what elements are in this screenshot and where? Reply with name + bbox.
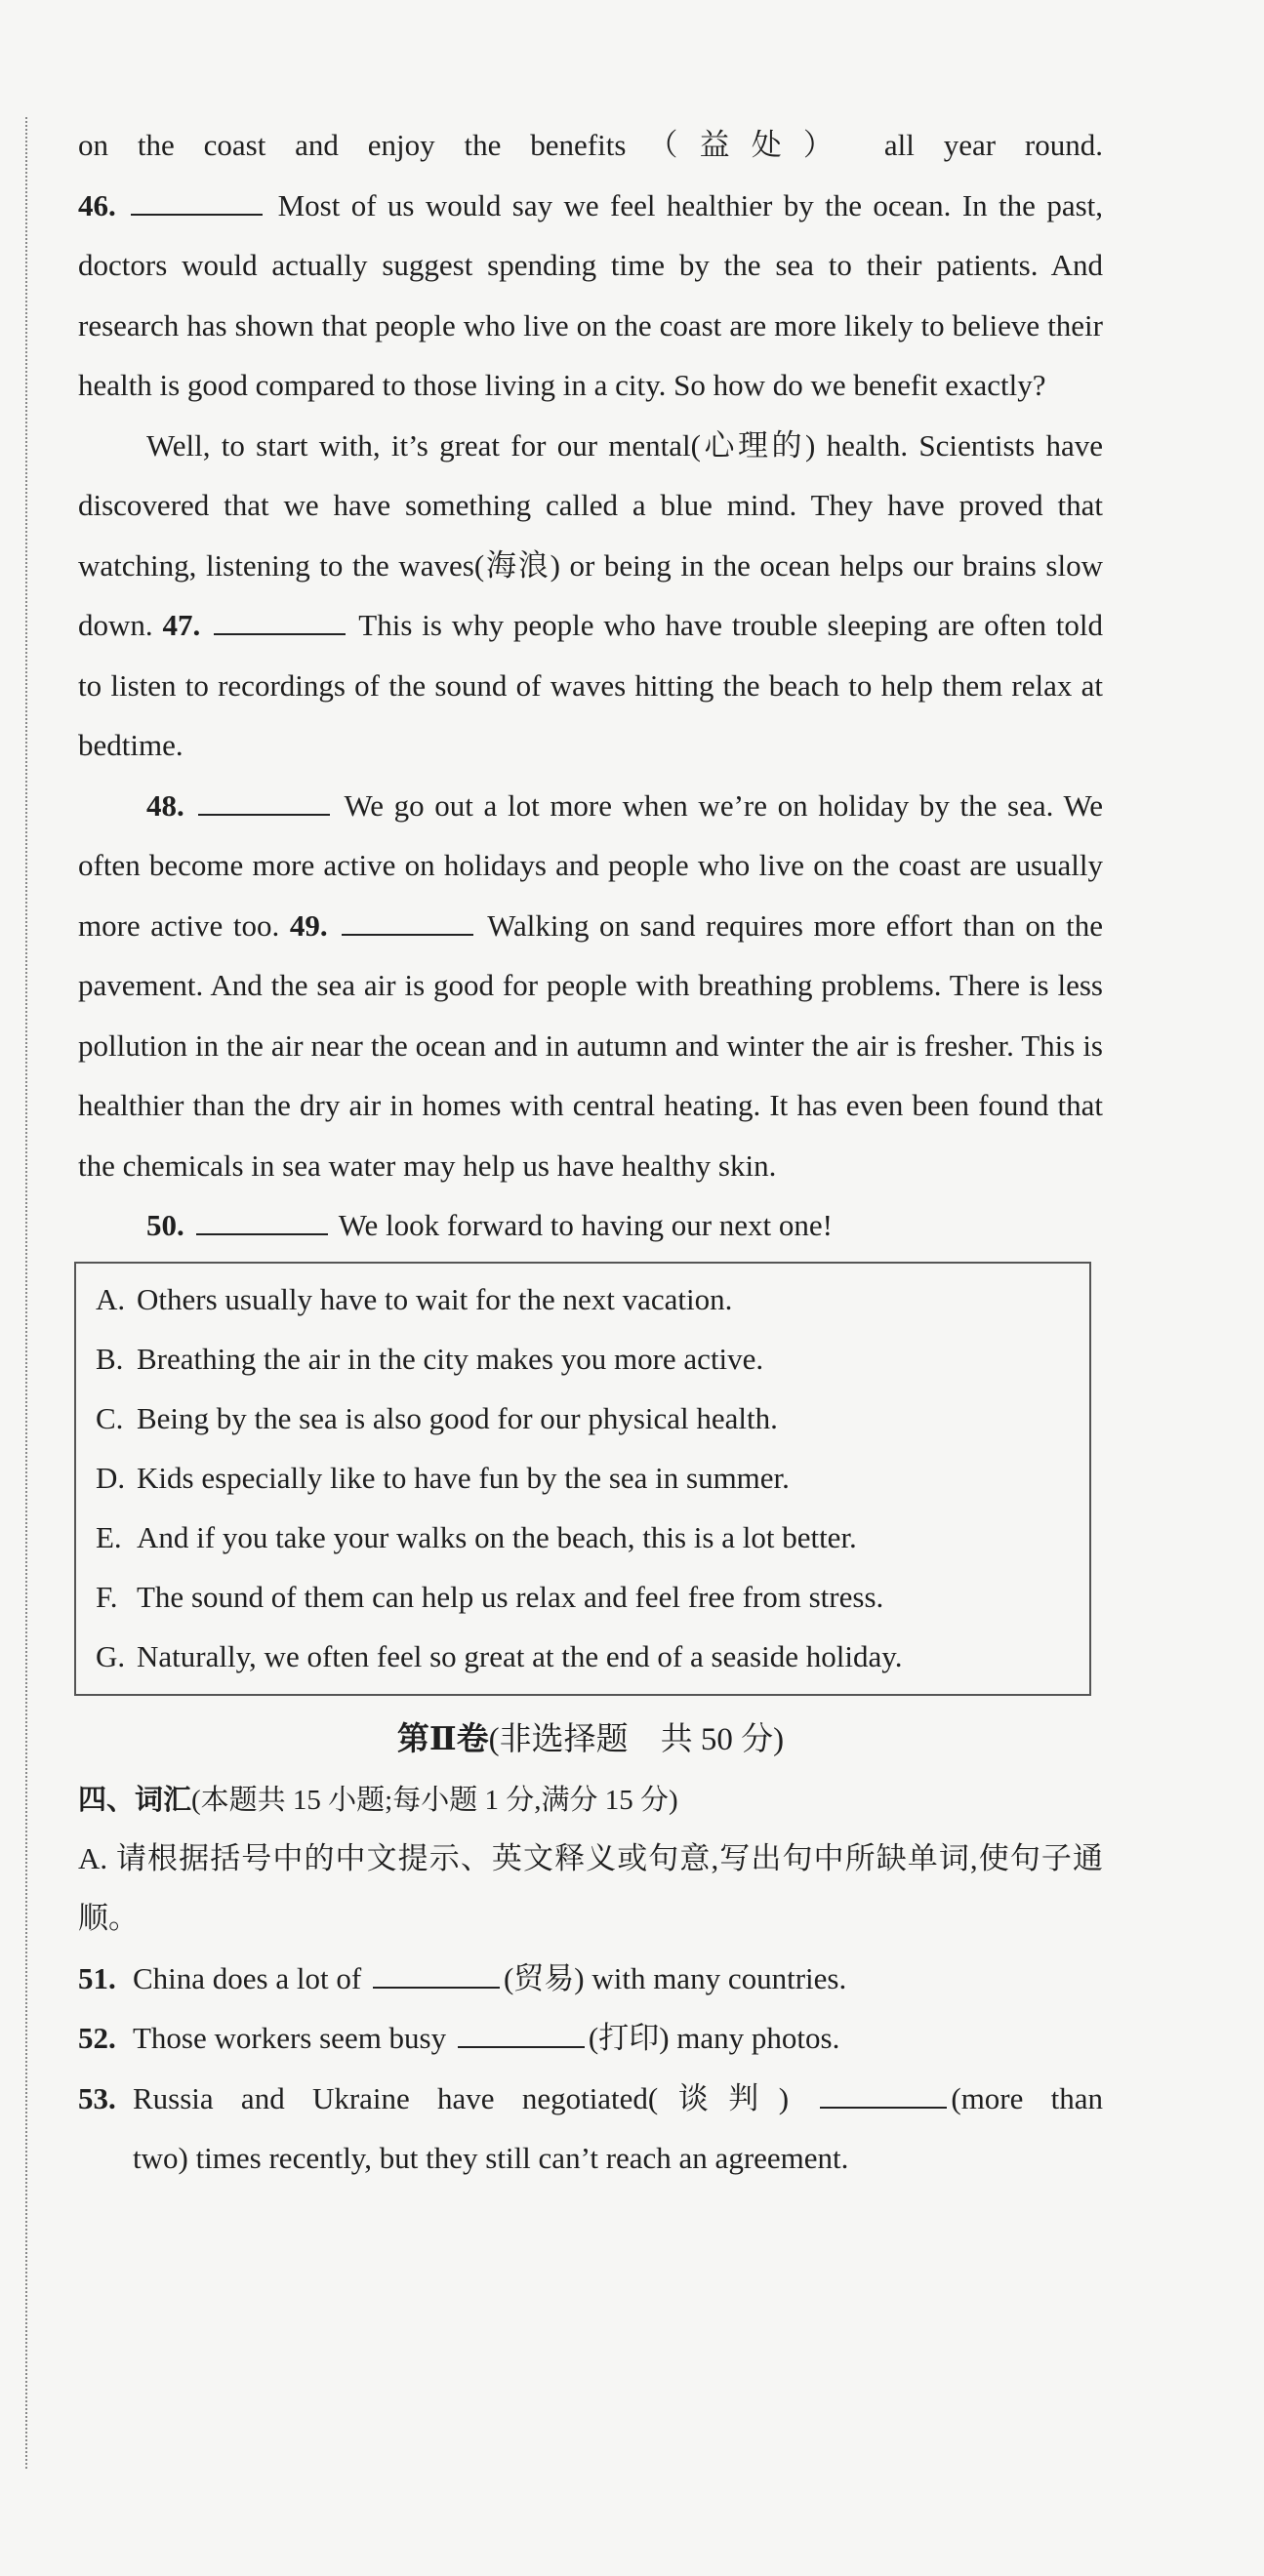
passage-line-top: on the coast and enjoy the benefits（益处） all year round. (78, 128, 1103, 162)
passage-paragraph-2 (78, 416, 1103, 776)
option-text: Breathing the air in the city makes you more active. (137, 1341, 764, 1376)
exam-page (78, 115, 1103, 2189)
question-number: 51. (78, 1960, 116, 1995)
answer-blank-52[interactable] (458, 2025, 585, 2048)
question-number-50: 50. (146, 1208, 184, 1242)
option-letter: F. (96, 1579, 118, 1614)
section-instruction: A. 请根据括号中的中文提示、英文释义或句意,写出句中所缺单词,使句子通顺。 (78, 1840, 1103, 1935)
option-f (96, 1567, 1074, 1627)
binding-margin-line (25, 117, 27, 2469)
option-letter: D. (96, 1460, 126, 1495)
question-text (133, 2069, 1103, 2129)
question-number: 53. (78, 2080, 116, 2115)
option-text: And if you take your walks on the beach, this is a lot better. (137, 1519, 857, 1554)
paragraph-2-text-before: Well, to start with, it’s great for our mental(心理的) health. Scientists have discovered that we have something called a blue mind. They have proved that watching, listening to the waves(海浪) or being in the ocean helps our brains slow down. (78, 427, 1103, 642)
option-e (96, 1508, 1074, 1567)
passage-paragraph-4 (78, 1195, 1103, 1256)
question-53 (78, 2069, 1103, 2129)
answer-blank-53[interactable] (820, 2085, 947, 2109)
option-letter: E. (96, 1519, 122, 1554)
section-heading (78, 1772, 1103, 1829)
option-b (96, 1329, 1074, 1389)
answer-blank-49[interactable] (342, 912, 473, 936)
options-box (74, 1262, 1091, 1696)
paragraph-3-text-b: Walking on sand requires more effort than on the pavement. And the sea air is good for people with breathing problems. There is less pollution in the air near the ocean and in autumn and winter the air is fresher. This is healthier than the dry air in homes with central heating. It has even been found that the chemicals in sea water may help us have healthy skin. (78, 907, 1104, 1183)
section-heading-rest: (本题共 15 小题;每小题 1 分,满分 15 分) (191, 1784, 678, 1816)
question-52 (78, 2008, 1103, 2069)
option-g (96, 1627, 1074, 1686)
option-text: Being by the sea is also good for our physical health. (137, 1400, 778, 1435)
option-d (96, 1448, 1074, 1508)
section-heading-bold: 四、词汇 (78, 1784, 192, 1816)
question-text-before: China does a lot of (133, 1960, 362, 1995)
paragraph-2-text-after: This is why people who have trouble sleeping are often told to listen to recordings of the sound of waves hitting the beach to help them relax at bedtime. (78, 608, 1103, 762)
answer-blank-51[interactable] (373, 1965, 500, 1989)
question-text-after: (打印) many photos. (588, 2021, 840, 2055)
question-number-46: 46. (78, 187, 116, 222)
question-number-48: 48. (146, 787, 184, 823)
option-letter: G. (96, 1638, 126, 1673)
answer-blank-48[interactable] (198, 792, 330, 816)
question-text (133, 1949, 1103, 2009)
answer-blank-46[interactable] (131, 192, 263, 216)
question-number-47: 47. (162, 608, 201, 642)
paragraph-4-text: We look forward to having our next one! (338, 1208, 833, 1242)
part-2-title-rest: (非选择题 共 50 分) (488, 1721, 785, 1757)
option-text: The sound of them can help us relax and feel free from stress. (137, 1579, 884, 1614)
option-text: Kids especially like to have fun by the sea in summer. (137, 1460, 790, 1495)
option-c (96, 1389, 1074, 1448)
passage-paragraph-3 (78, 776, 1103, 1196)
option-letter: B. (96, 1341, 124, 1376)
question-51 (78, 1949, 1103, 2009)
question-text-after: (more than (951, 2080, 1104, 2115)
part-2-title (78, 1708, 1103, 1772)
part-2-title-bold: 第Ⅱ卷 (396, 1721, 489, 1757)
question-text (133, 2008, 1103, 2069)
option-a (96, 1269, 1074, 1329)
question-53-continuation: two) times recently, but they still can’t reach an agreement. (133, 2141, 849, 2175)
question-number-49: 49. (289, 907, 328, 943)
option-text: Others usually have to wait for the next vacation. (137, 1281, 733, 1316)
question-text-before: Russia and Ukraine have negotiated(谈判) (133, 2080, 790, 2115)
option-letter: A. (96, 1281, 126, 1316)
question-number: 52. (78, 2021, 116, 2055)
question-text-after: (贸易) with many countries. (503, 1960, 847, 1995)
answer-blank-50[interactable] (196, 1212, 328, 1235)
question-text-before: Those workers seem busy (133, 2021, 447, 2055)
paragraph-3-text-a: We go out a lot more when we’re on holiday by the sea. We often become more active on holidays and people who live on the coast are usually more active too. (78, 787, 1103, 943)
answer-blank-47[interactable] (214, 612, 346, 635)
option-text: Naturally, we often feel so great at the end of a seaside holiday. (137, 1638, 903, 1673)
passage-paragraph-1 (78, 176, 1103, 416)
paragraph-1-text: Most of us would say we feel healthier by the ocean. In the past, doctors would actually suggest spending time by the sea to their patients. And research has shown that people who live on the coast are more likely to believe their health is good compared to those living in a city. So how do we benefit exactly? (78, 187, 1104, 402)
option-letter: C. (96, 1400, 124, 1435)
